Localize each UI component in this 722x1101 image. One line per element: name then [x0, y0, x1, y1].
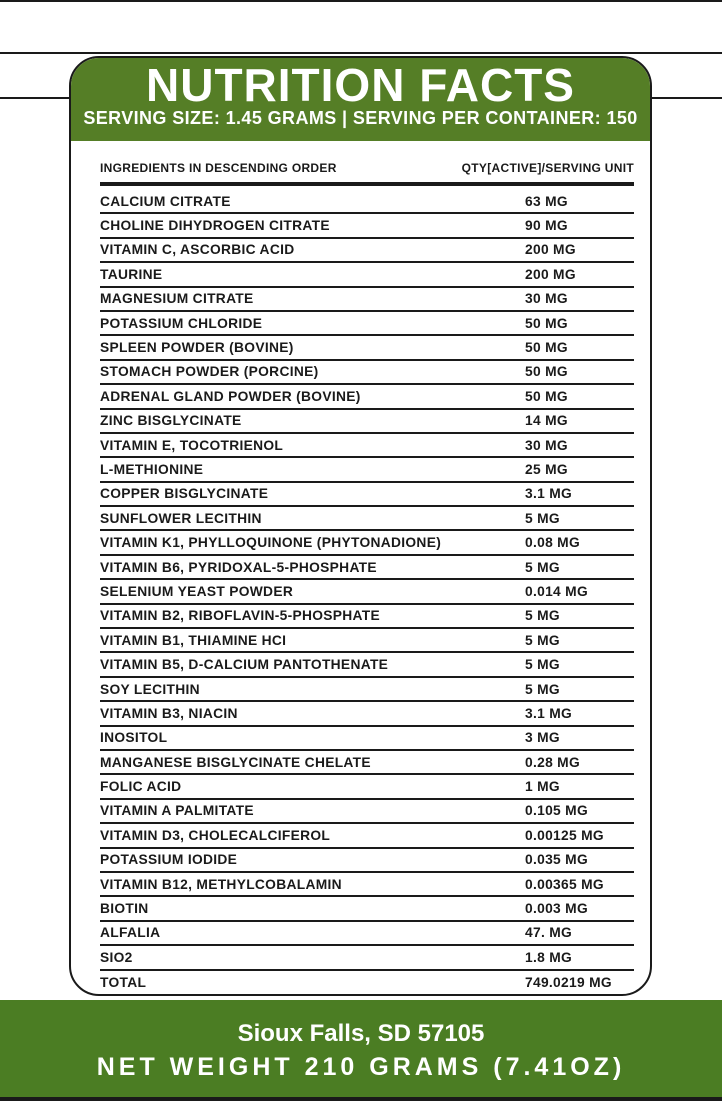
column-header-ingredients: INGREDIENTS IN DESCENDING ORDER: [100, 161, 337, 175]
table-row: [100, 727, 634, 751]
ingredient-qty: 0.28 MG: [525, 754, 581, 770]
table-row: [100, 385, 634, 409]
table-row: [100, 629, 634, 653]
ingredient-qty: 0.014 MG: [525, 583, 588, 599]
ingredient-name: VITAMIN D3, CHOLECALCIFEROL: [100, 827, 331, 843]
ingredient-name: VITAMIN C, ASCORBIC ACID: [100, 242, 295, 258]
ingredient-name: BIOTIN: [100, 901, 149, 917]
ingredient-name: POTASSIUM IODIDE: [100, 852, 238, 868]
ingredient-name: VITAMIN B1, THIAMINE HCI: [100, 632, 287, 648]
table-row: [100, 531, 634, 555]
ingredient-name: VITAMIN B2, RIBOFLAVIN-5-PHOSPHATE: [100, 608, 381, 624]
table-row: [100, 483, 634, 507]
net-weight-text: NET WEIGHT 210 GRAMS (7.41OZ): [96, 1053, 626, 1081]
ingredient-qty: 50 MG: [525, 364, 568, 380]
ingredient-qty: 5 MG: [525, 657, 560, 673]
ingredient-name: VITAMIN B5, D-CALCIUM PANTOTHENATE: [100, 657, 389, 673]
ingredient-qty: 1.8 MG: [525, 949, 573, 965]
ingredient-qty: 0.00365 MG: [525, 876, 604, 892]
ingredient-qty: 749.0219 MG: [525, 975, 612, 991]
upper-guide-rule: [0, 52, 722, 54]
ingredient-name: VITAMIN A PALMITATE: [100, 803, 254, 819]
table-row: [100, 653, 634, 677]
ingredient-qty: 0.105 MG: [525, 803, 588, 819]
table-row: [100, 556, 634, 580]
table-row: [100, 922, 634, 946]
address-text: Sioux Falls, SD 57105: [237, 1020, 485, 1047]
ingredient-qty: 0.08 MG: [525, 535, 581, 551]
table-row: [100, 288, 634, 312]
table-row: [100, 971, 634, 995]
ingredient-qty: 3.1 MG: [525, 486, 573, 502]
column-header-qty: QTY[ACTIVE]/SERVING UNIT: [461, 161, 634, 175]
ingredient-qty: 90 MG: [525, 218, 568, 234]
ingredient-name: ALFALIA: [100, 925, 161, 941]
ingredient-qty: 5 MG: [525, 608, 560, 624]
serving-info: SERVING SIZE: 1.45 GRAMS | SERVING PER CONTAINER: 150: [83, 108, 638, 128]
nutrition-facts-panel: [69, 56, 652, 996]
bottom-edge-rule: [0, 1097, 722, 1101]
ingredient-qty: 1 MG: [525, 779, 560, 795]
ingredient-qty: 47. MG: [525, 925, 573, 941]
ingredient-name: TOTAL: [100, 975, 147, 991]
ingredient-name: FOLIC ACID: [100, 779, 182, 795]
table-row: [100, 507, 634, 531]
table-row: [100, 580, 634, 604]
ingredient-name: VITAMIN E, TOCOTRIENOL: [100, 437, 284, 453]
ingredient-name: L-METHIONINE: [100, 461, 204, 477]
table-row: [100, 678, 634, 702]
ingredient-name: VITAMIN B12, METHYLCOBALAMIN: [100, 876, 342, 892]
ingredient-name: CHOLINE DIHYDROGEN CITRATE: [100, 218, 330, 234]
ingredient-qty: 200 MG: [525, 242, 576, 258]
ingredient-qty: 5 MG: [525, 559, 560, 575]
table-row: [100, 410, 634, 434]
ingredient-qty: 3 MG: [525, 730, 560, 746]
table-row: [100, 190, 634, 214]
ingredient-qty: 50 MG: [525, 340, 568, 356]
ingredient-name: ADRENAL GLAND POWDER (BOVINE): [100, 388, 361, 404]
table-row: [100, 263, 634, 287]
table-row: [100, 775, 634, 799]
ingredient-name: ZINC BISGLYCINATE: [100, 413, 242, 429]
ingredient-qty: 0.00125 MG: [525, 827, 604, 843]
table-row: [100, 458, 634, 482]
ingredient-name: POTASSIUM CHLORIDE: [100, 315, 263, 331]
ingredient-rows: [100, 186, 634, 995]
table-row: [100, 605, 634, 629]
top-edge-rule: [0, 0, 722, 2]
table-row: [100, 702, 634, 726]
table-row: [100, 239, 634, 263]
table-row: [100, 214, 634, 238]
table-header-row: [100, 141, 634, 182]
ingredient-name: COPPER BISGLYCINATE: [100, 486, 269, 502]
ingredient-qty: 14 MG: [525, 413, 568, 429]
table-row: [100, 849, 634, 873]
ingredient-qty: 30 MG: [525, 291, 568, 307]
table-row: [100, 873, 634, 897]
table-row: [100, 897, 634, 921]
table-row: [100, 824, 634, 848]
ingredient-qty: 63 MG: [525, 193, 568, 209]
table-row: [100, 434, 634, 458]
ingredient-name: STOMACH POWDER (PORCINE): [100, 364, 319, 380]
ingredient-name: SOY LECITHIN: [100, 681, 200, 697]
ingredient-qty: 5 MG: [525, 510, 560, 526]
ingredient-name: SUNFLOWER LECITHIN: [100, 510, 262, 526]
panel-title: NUTRITION FACTS: [146, 59, 575, 111]
footer-bar: [0, 1000, 722, 1101]
panel-header: [71, 58, 650, 141]
table-row: [100, 800, 634, 824]
ingredient-qty: 0.003 MG: [525, 901, 588, 917]
ingredient-name: INOSITOL: [100, 730, 168, 746]
ingredient-name: VITAMIN B3, NIACIN: [100, 705, 238, 721]
ingredient-name: VITAMIN K1, PHYLLOQUINONE (PHYTONADIONE): [100, 535, 442, 551]
ingredient-qty: 25 MG: [525, 461, 568, 477]
ingredient-qty: 5 MG: [525, 681, 560, 697]
table-row: [100, 312, 634, 336]
table-row: [100, 946, 634, 970]
ingredient-name: MANGANESE BISGLYCINATE CHELATE: [100, 754, 371, 770]
ingredients-table: [71, 141, 650, 995]
table-row: [100, 336, 634, 360]
ingredient-qty: 50 MG: [525, 315, 568, 331]
ingredient-name: VITAMIN B6, PYRIDOXAL-5-PHOSPHATE: [100, 559, 377, 575]
ingredient-name: MAGNESIUM CITRATE: [100, 291, 254, 307]
ingredient-qty: 50 MG: [525, 388, 568, 404]
ingredient-name: TAURINE: [100, 266, 163, 282]
table-row: [100, 361, 634, 385]
table-row: [100, 751, 634, 775]
ingredient-qty: 0.035 MG: [525, 852, 588, 868]
ingredient-qty: 200 MG: [525, 266, 576, 282]
ingredient-name: SIO2: [100, 949, 133, 965]
ingredient-qty: 3.1 MG: [525, 705, 573, 721]
ingredient-qty: 5 MG: [525, 632, 560, 648]
ingredient-qty: 30 MG: [525, 437, 568, 453]
ingredient-name: CALCIUM CITRATE: [100, 193, 231, 209]
ingredient-name: SPLEEN POWDER (BOVINE): [100, 340, 294, 356]
ingredient-name: SELENIUM YEAST POWDER: [100, 583, 294, 599]
